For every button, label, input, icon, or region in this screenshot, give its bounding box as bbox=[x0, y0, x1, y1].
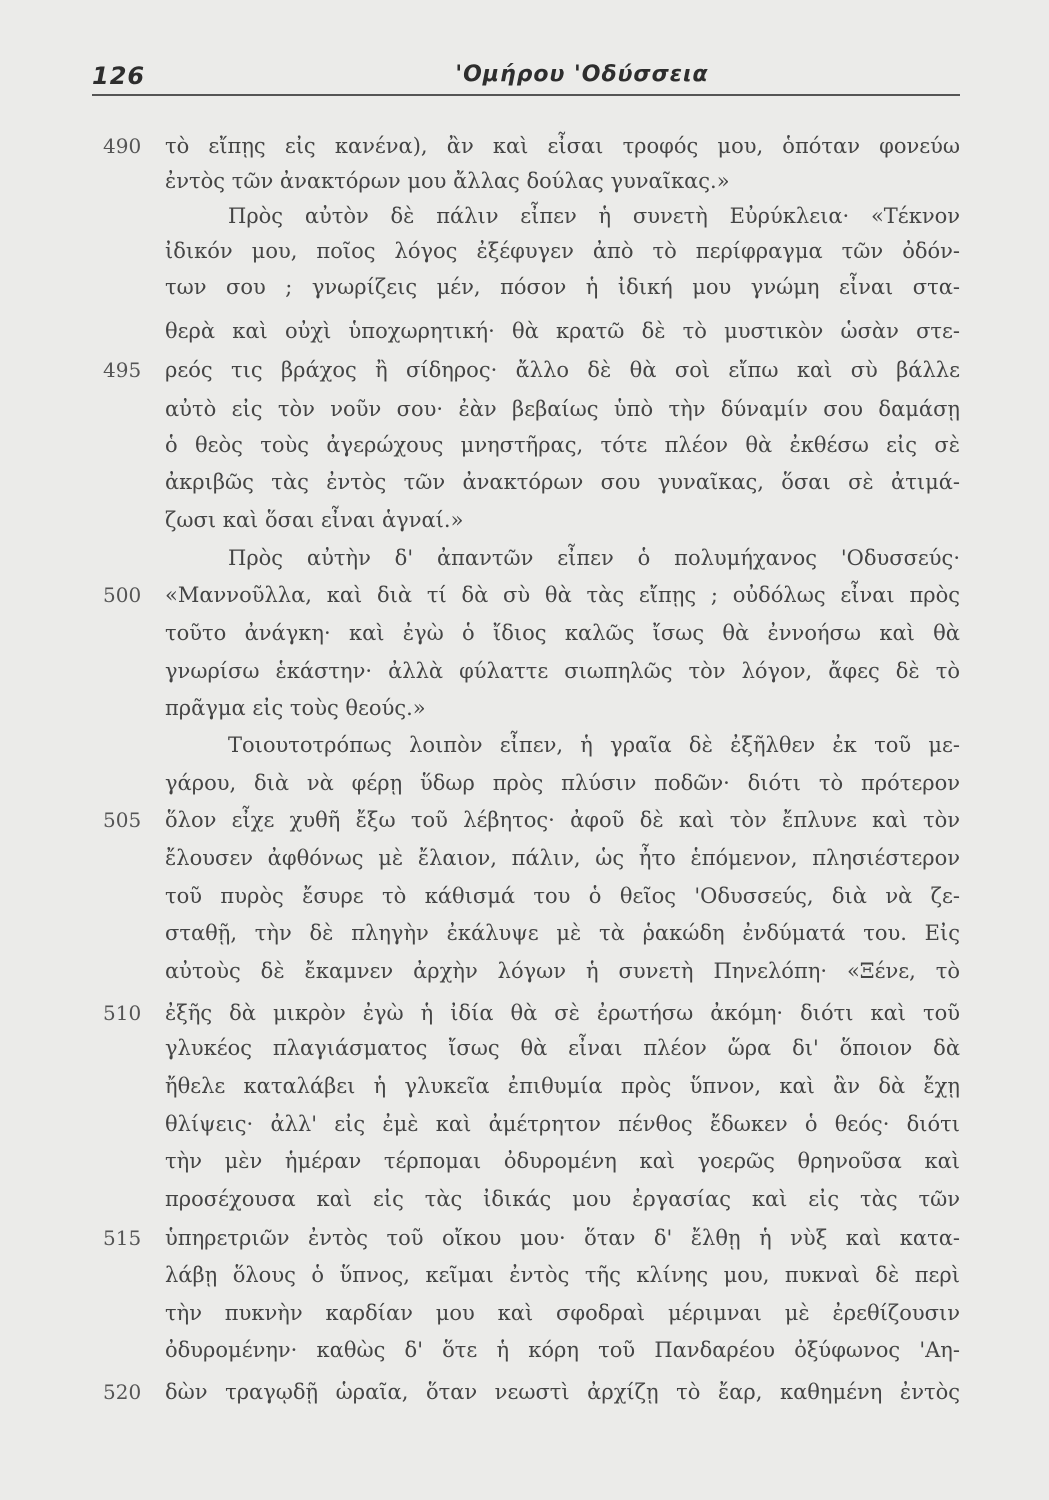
text-line: δὼν τραγῳδῇ ὡραῖα, ὅταν νεωστὶ ἀρχίζῃ τὸ ἔαρ, καθημένη ἐντὸς bbox=[165, 1380, 960, 1404]
text-line: ὁ θεὸς τοὺς ἀγερώχους μνηστῆρας, τότε πλέον θὰ ἐκθέσω εἰς σὲ bbox=[165, 433, 960, 457]
text-line: Πρὸς αὐτὸν δὲ πάλιν εἶπεν ἡ συνετὴ Εὐρύκλεια· «Τέκνον bbox=[228, 204, 960, 228]
text-line: ζωσι καὶ ὅσαι εἶναι ἁγναί.» bbox=[165, 508, 464, 532]
text-line: Τοιουτοτρόπως λοιπὸν εἶπεν, ἡ γραῖα δὲ ἐξῆλθεν ἐκ τοῦ με- bbox=[228, 733, 960, 757]
text-line: ἤθελε καταλάβει ἡ γλυκεῖα ἐπιθυμία πρὸς ὕπνον, καὶ ἂν δὰ ἔχῃ bbox=[165, 1074, 960, 1098]
line-number: 500 bbox=[103, 583, 142, 607]
text-line: αὐτὸ εἰς τὸν νοῦν σου· ἐὰν βεβαίως ὑπὸ τὴν δύναμίν σου δαμάσῃ bbox=[165, 397, 960, 421]
text-line: ἀκριβῶς τὰς ἐντὸς τῶν ἀνακτόρων σου γυναῖκας, ὅσαι σὲ ἀτιμά- bbox=[165, 470, 960, 494]
text-line: τὸ εἴπῃς εἰς κανένα), ἂν καὶ εἶσαι τροφός μου, ὁπόταν φονεύω bbox=[165, 134, 960, 158]
text-line: προσέχουσα καὶ εἰς τὰς ἰδικάς μου ἐργασίας καὶ εἰς τὰς τῶν bbox=[165, 1187, 960, 1211]
text-line: τοῦ πυρὸς ἔσυρε τὸ κάθισμά του ὁ θεῖος 'Οδυσσεύς, διὰ νὰ ζε- bbox=[165, 884, 960, 908]
text-line: ὅλον εἶχε χυθῆ ἔξω τοῦ λέβητος· ἀφοῦ δὲ καὶ τὸν ἔπλυνε καὶ τὸν bbox=[165, 808, 960, 832]
line-number: 515 bbox=[103, 1226, 142, 1250]
line-number: 495 bbox=[103, 358, 142, 382]
text-line: αὐτοὺς δὲ ἔκαμνεν ἀρχὴν λόγων ἡ συνετὴ Πηνελόπη· «Ξένε, τὸ bbox=[165, 959, 960, 983]
header-rule bbox=[92, 94, 960, 96]
text-line: γνωρίσω ἑκάστην· ἀλλὰ φύλαττε σιωπηλῶς τὸν λόγον, ἄφες δὲ τὸ bbox=[165, 659, 960, 683]
text-line: των σου ; γνωρίζεις μέν, πόσον ἡ ἰδική μου γνώμη εἶναι στα- bbox=[165, 275, 960, 299]
text-line: ρεός τις βράχος ἢ σίδηρος· ἄλλο δὲ θὰ σοὶ εἴπω καὶ σὺ βάλλε bbox=[165, 358, 960, 382]
text-line: θερὰ καὶ οὐχὶ ὑποχωρητική· θὰ κρατῶ δὲ τὸ μυστικὸν ὡσὰν στε- bbox=[165, 319, 960, 343]
text-line: γλυκέος πλαγιάσματος ἴσως θὰ εἶναι πλέον ὥρα δι' ὅποιον δὰ bbox=[165, 1036, 960, 1060]
text-line: ἐντὸς τῶν ἀνακτόρων μου ἄλλας δούλας γυναῖκας.» bbox=[165, 169, 730, 193]
text-line: πρᾶγμα εἰς τοὺς θεούς.» bbox=[165, 696, 426, 720]
line-number: 510 bbox=[103, 1001, 142, 1025]
text-line: γάρου, διὰ νὰ φέρῃ ὕδωρ πρὸς πλύσιν ποδῶν· διότι τὸ πρότερον bbox=[165, 771, 960, 795]
text-line: τὴν μὲν ἡμέραν τέρπομαι ὀδυρομένη καὶ γοερῶς θρηνοῦσα καὶ bbox=[165, 1149, 960, 1173]
text-line: λάβῃ ὅλους ὁ ὕπνος, κεῖμαι ἐντὸς τῆς κλίνης μου, πυκναὶ δὲ περὶ bbox=[165, 1263, 960, 1287]
text-line: Πρὸς αὐτὴν δ' ἀπαντῶν εἶπεν ὁ πολυμήχανος 'Οδυσσεύς· bbox=[228, 546, 960, 570]
text-line: ἐξῆς δὰ μικρὸν ἐγὼ ἡ ἰδία θὰ σὲ ἐρωτήσω ἀκόμη· διότι καὶ τοῦ bbox=[165, 1001, 960, 1025]
text-line: ἔλουσεν ἀφθόνως μὲ ἔλαιον, πάλιν, ὡς ἦτο ἑπόμενον, πλησιέστερον bbox=[165, 846, 960, 870]
text-line: σταθῇ, τὴν δὲ πληγὴν ἐκάλυψε μὲ τὰ ῥακώδη ἐνδύματά του. Εἰς bbox=[165, 921, 960, 945]
line-number: 520 bbox=[103, 1380, 142, 1404]
text-line: ἰδικόν μου, ποῖος λόγος ἐξέφυγεν ἀπὸ τὸ περίφραγμα τῶν ὀδόν- bbox=[165, 239, 960, 263]
text-line: τὴν πυκνὴν καρδίαν μου καὶ σφοδραὶ μέριμναι μὲ ἐρεθίζουσιν bbox=[165, 1301, 960, 1325]
text-line: τοῦτο ἀνάγκη· καὶ ἐγὼ ὁ ἴδιος καλῶς ἴσως θὰ ἐννοήσω καὶ θὰ bbox=[165, 621, 960, 645]
text-line: «Μαννοῦλλα, καὶ διὰ τί δὰ σὺ θὰ τὰς εἴπῃς ; οὐδόλως εἶναι πρὸς bbox=[165, 583, 960, 607]
page-header bbox=[92, 62, 960, 96]
text-line: ὑπηρετριῶν ἐντὸς τοῦ οἴκου μου· ὅταν δ' ἔλθῃ ἡ νὺξ καὶ κατα- bbox=[165, 1226, 960, 1250]
text-line: θλίψεις· ἀλλ' εἰς ἐμὲ καὶ ἀμέτρητον πένθος ἔδωκεν ὁ θεός· διότι bbox=[165, 1112, 960, 1136]
line-number: 505 bbox=[103, 808, 142, 832]
text-line: ὀδυρομένην· καθὼς δ' ὅτε ἡ κόρη τοῦ Πανδαρέου ὀξύφωνος 'Αη- bbox=[165, 1338, 960, 1362]
running-title: 'Ομήρου 'Οδύσσεια bbox=[455, 62, 709, 87]
page-number: 126 bbox=[92, 62, 146, 90]
line-number: 490 bbox=[103, 134, 142, 158]
